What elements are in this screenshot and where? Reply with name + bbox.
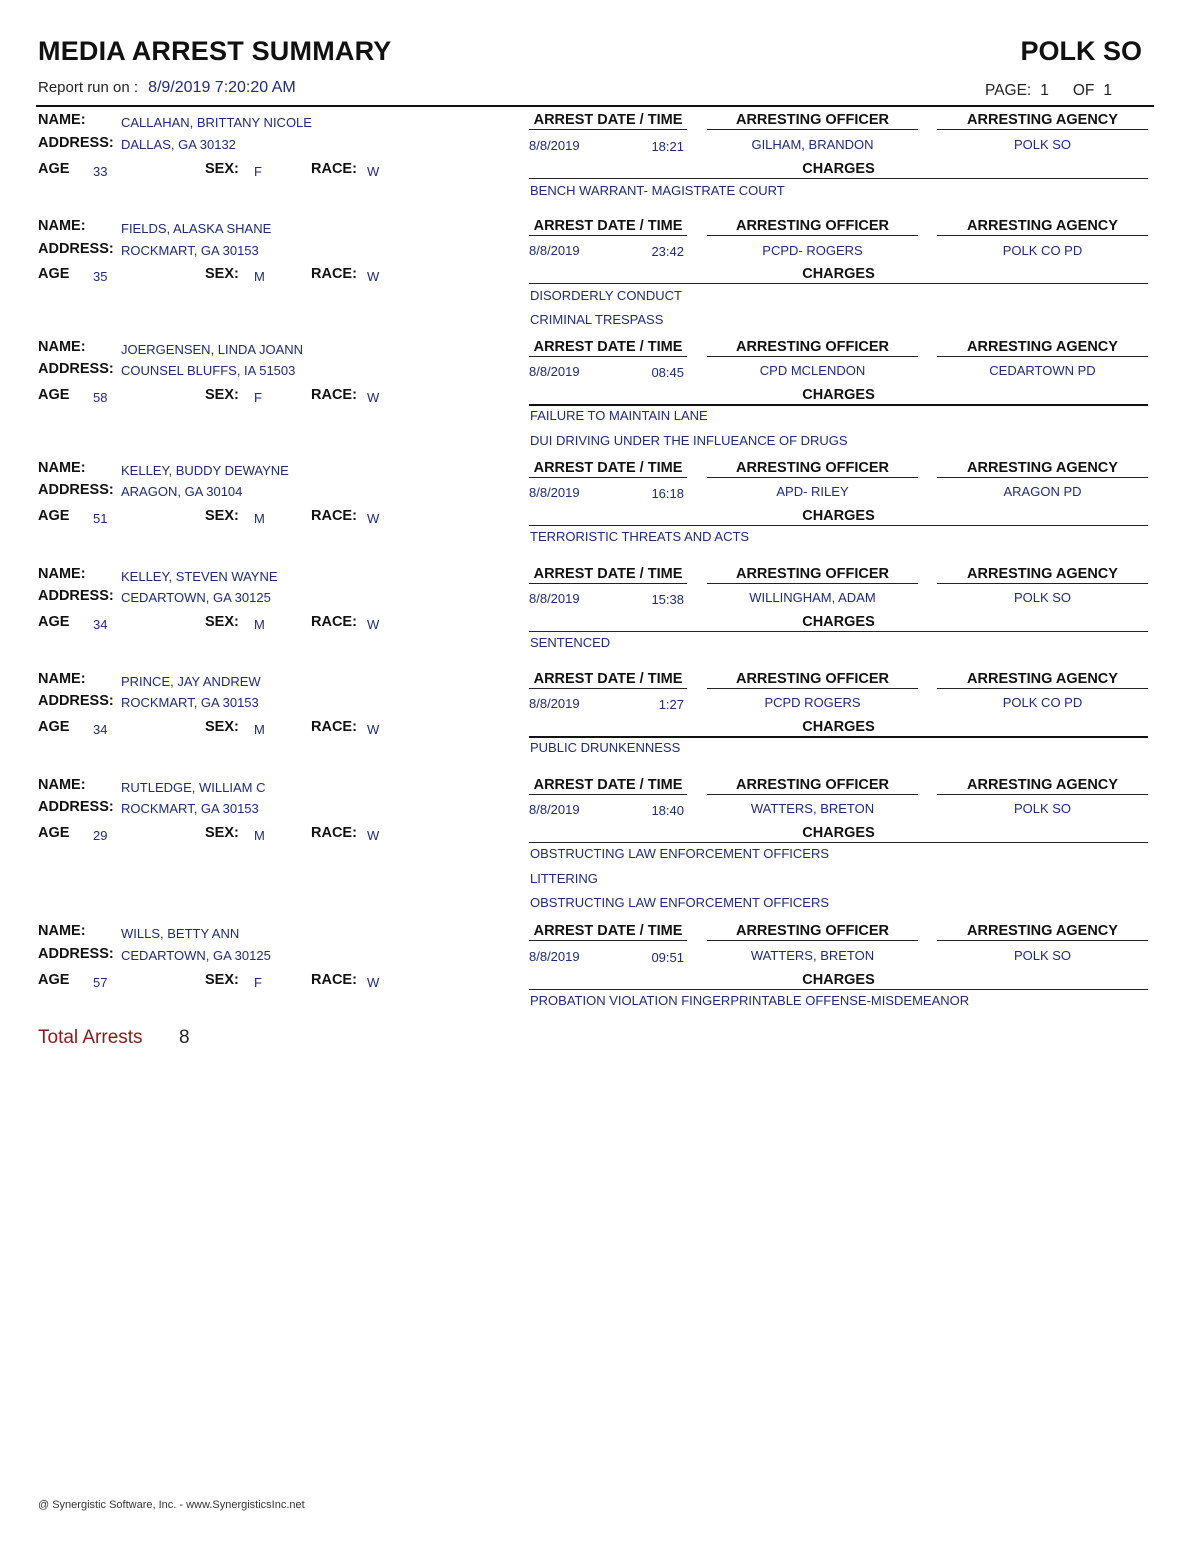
arresting-officer: WATTERS, BRETON <box>750 948 875 963</box>
sex-label: SEX: <box>205 508 239 524</box>
arrestee-name: WILLS, BETTY ANN <box>121 926 240 941</box>
agency-header: ARRESTING AGENCY <box>937 460 1148 478</box>
page-label: PAGE: <box>985 82 1032 99</box>
arrest-date-header: ARREST DATE / TIME <box>529 339 687 357</box>
arrestee-name: FIELDS, ALASKA SHANE <box>121 221 272 236</box>
arresting-agency: POLK CO PD <box>1002 243 1083 258</box>
arrestee-age: 33 <box>93 164 108 179</box>
arrest-time: 15:38 <box>651 592 684 607</box>
footer-copyright: @ Synergistic Software, Inc. - www.SynergisticsInc.net <box>38 1499 305 1511</box>
charge-item: DISORDERLY CONDUCT <box>530 288 682 303</box>
arrestee-name: CALLAHAN, BRITTANY NICOLE <box>121 115 312 130</box>
arrestee-name: PRINCE, JAY ANDREW <box>121 674 261 689</box>
charges-header: CHARGES <box>529 614 1148 632</box>
arresting-agency: ARAGON PD <box>1003 484 1082 499</box>
officer-header: ARRESTING OFFICER <box>707 460 918 478</box>
arresting-agency: CEDARTOWN PD <box>989 363 1096 378</box>
name-label: NAME: <box>38 777 86 793</box>
charges-header: CHARGES <box>529 161 1148 179</box>
name-label: NAME: <box>38 671 86 687</box>
name-label: NAME: <box>38 218 86 234</box>
arrestee-address: COUNSEL BLUFFS, IA 51503 <box>121 363 296 378</box>
officer-header: ARRESTING OFFICER <box>707 671 918 689</box>
arrest-date-header: ARREST DATE / TIME <box>529 777 687 795</box>
arrestee-sex: M <box>254 828 265 843</box>
race-label: RACE: <box>311 387 357 403</box>
arrestee-address: ROCKMART, GA 30153 <box>121 801 259 816</box>
charge-item: OBSTRUCTING LAW ENFORCEMENT OFFICERS <box>530 846 830 861</box>
arresting-agency: POLK CO PD <box>1002 695 1083 710</box>
arrestee-name: KELLEY, BUDDY DEWAYNE <box>121 463 289 478</box>
officer-header: ARRESTING OFFICER <box>707 923 918 941</box>
arresting-agency: POLK SO <box>1013 801 1072 816</box>
arrest-date: 8/8/2019 <box>529 802 580 817</box>
arrestee-race: W <box>367 269 380 284</box>
arrestee-sex: M <box>254 269 265 284</box>
charge-item: OBSTRUCTING LAW ENFORCEMENT OFFICERS <box>530 895 830 910</box>
age-label: AGE <box>38 161 70 177</box>
arrestee-sex: F <box>254 164 262 179</box>
sex-label: SEX: <box>205 266 239 282</box>
name-label: NAME: <box>38 112 86 128</box>
charge-item: LITTERING <box>530 871 598 886</box>
arrestee-race: W <box>367 722 380 737</box>
agency-header: ARRESTING AGENCY <box>937 923 1148 941</box>
arrestee-sex: M <box>254 722 265 737</box>
arrestee-address: ROCKMART, GA 30153 <box>121 695 259 710</box>
arrestee-age: 51 <box>93 511 108 526</box>
race-label: RACE: <box>311 825 357 841</box>
officer-header: ARRESTING OFFICER <box>707 777 918 795</box>
arrest-date-header: ARREST DATE / TIME <box>529 218 687 236</box>
sex-label: SEX: <box>205 825 239 841</box>
arrest-date-header: ARREST DATE / TIME <box>529 923 687 941</box>
arrestee-race: W <box>367 828 380 843</box>
agency-title: POLK SO <box>1020 36 1142 66</box>
arresting-officer: WILLINGHAM, ADAM <box>749 590 876 605</box>
race-label: RACE: <box>311 266 357 282</box>
arrestee-sex: F <box>254 390 262 405</box>
page-indicator <box>985 82 1121 100</box>
charges-header: CHARGES <box>529 266 1148 284</box>
sex-label: SEX: <box>205 161 239 177</box>
report-run-label: Report run on : <box>38 79 139 96</box>
officer-header: ARRESTING OFFICER <box>707 566 918 584</box>
report-run-value: 8/9/2019 7:20:20 AM <box>148 79 296 96</box>
arrest-date-header: ARREST DATE / TIME <box>529 566 687 584</box>
arrest-date: 8/8/2019 <box>529 696 580 711</box>
race-label: RACE: <box>311 508 357 524</box>
charge-item: CRIMINAL TRESPASS <box>530 312 664 327</box>
arrestee-sex: M <box>254 617 265 632</box>
arrestee-race: W <box>367 390 380 405</box>
arrest-date: 8/8/2019 <box>529 243 580 258</box>
arrestee-age: 34 <box>93 722 108 737</box>
sex-label: SEX: <box>205 614 239 630</box>
race-label: RACE: <box>311 161 357 177</box>
arrestee-address: ROCKMART, GA 30153 <box>121 243 259 258</box>
address-label: ADDRESS: <box>38 482 114 498</box>
agency-header: ARRESTING AGENCY <box>937 777 1148 795</box>
race-label: RACE: <box>311 972 357 988</box>
agency-header: ARRESTING AGENCY <box>937 566 1148 584</box>
arrestee-address: CEDARTOWN, GA 30125 <box>121 590 271 605</box>
race-label: RACE: <box>311 719 357 735</box>
charge-item: PUBLIC DRUNKENNESS <box>530 740 681 755</box>
arrestee-age: 35 <box>93 269 108 284</box>
arrestee-age: 58 <box>93 390 108 405</box>
officer-header: ARRESTING OFFICER <box>707 218 918 236</box>
of-label: OF <box>1072 82 1095 99</box>
arrestee-age: 57 <box>93 975 108 990</box>
report-title: MEDIA ARREST SUMMARY <box>38 36 392 66</box>
agency-header: ARRESTING AGENCY <box>937 671 1148 689</box>
arrestee-age: 34 <box>93 617 108 632</box>
agency-header: ARRESTING AGENCY <box>937 339 1148 357</box>
agency-header: ARRESTING AGENCY <box>937 218 1148 236</box>
charge-item: FAILURE TO MAINTAIN LANE <box>530 408 708 423</box>
arrest-time: 18:21 <box>651 139 684 154</box>
arrestee-address: ARAGON, GA 30104 <box>121 484 243 499</box>
agency-header: ARRESTING AGENCY <box>937 112 1148 130</box>
arresting-agency: POLK SO <box>1013 590 1072 605</box>
arrest-time: 08:45 <box>651 365 684 380</box>
age-label: AGE <box>38 825 70 841</box>
arrestee-race: W <box>367 511 380 526</box>
arresting-agency: POLK SO <box>1013 137 1072 152</box>
arrestee-race: W <box>367 975 380 990</box>
arrest-date-header: ARREST DATE / TIME <box>529 112 687 130</box>
charges-header: CHARGES <box>529 825 1148 843</box>
sex-label: SEX: <box>205 387 239 403</box>
address-label: ADDRESS: <box>38 135 114 151</box>
address-label: ADDRESS: <box>38 361 114 377</box>
total-arrests-value: 8 <box>179 1027 190 1048</box>
sex-label: SEX: <box>205 972 239 988</box>
charges-header: CHARGES <box>529 508 1148 526</box>
age-label: AGE <box>38 266 70 282</box>
address-label: ADDRESS: <box>38 799 114 815</box>
arrest-time: 09:51 <box>651 950 684 965</box>
arrestee-name: KELLEY, STEVEN WAYNE <box>121 569 278 584</box>
arrestee-race: W <box>367 617 380 632</box>
arrestee-age: 29 <box>93 828 108 843</box>
arrestee-sex: M <box>254 511 265 526</box>
arresting-agency: POLK SO <box>1013 948 1072 963</box>
arrest-date-header: ARREST DATE / TIME <box>529 460 687 478</box>
page-number: 1 <box>1040 82 1049 99</box>
arrest-date-header: ARREST DATE / TIME <box>529 671 687 689</box>
name-label: NAME: <box>38 339 86 355</box>
arrestee-name: JOERGENSEN, LINDA JOANN <box>121 342 304 357</box>
arrestee-address: CEDARTOWN, GA 30125 <box>121 948 271 963</box>
arrest-date: 8/8/2019 <box>529 364 580 379</box>
arrestee-race: W <box>367 164 380 179</box>
charges-header: CHARGES <box>529 972 1148 990</box>
charge-item: BENCH WARRANT- MAGISTRATE COURT <box>530 183 785 198</box>
name-label: NAME: <box>38 923 86 939</box>
arresting-officer: WATTERS, BRETON <box>750 801 875 816</box>
age-label: AGE <box>38 719 70 735</box>
arresting-officer: APD- RILEY <box>776 484 849 499</box>
address-label: ADDRESS: <box>38 693 114 709</box>
charge-item: DUI DRIVING UNDER THE INFLUEANCE OF DRUGS <box>530 433 848 448</box>
age-label: AGE <box>38 508 70 524</box>
arrestee-sex: F <box>254 975 262 990</box>
age-label: AGE <box>38 387 70 403</box>
name-label: NAME: <box>38 566 86 582</box>
arresting-officer: CPD MCLENDON <box>759 363 866 378</box>
race-label: RACE: <box>311 614 357 630</box>
total-arrests-label: Total Arrests <box>38 1027 143 1048</box>
arrest-time: 16:18 <box>651 486 684 501</box>
officer-header: ARRESTING OFFICER <box>707 112 918 130</box>
arresting-officer: PCPD- ROGERS <box>762 243 863 258</box>
arrest-time: 23:42 <box>651 244 684 259</box>
arrest-time: 1:27 <box>658 697 684 712</box>
charges-header: CHARGES <box>529 387 1148 406</box>
arrest-time: 18:40 <box>651 803 684 818</box>
arrest-date: 8/8/2019 <box>529 949 580 964</box>
report-run-line <box>38 79 296 97</box>
arrest-date: 8/8/2019 <box>529 138 580 153</box>
name-label: NAME: <box>38 460 86 476</box>
charges-header: CHARGES <box>529 719 1148 738</box>
sex-label: SEX: <box>205 719 239 735</box>
age-label: AGE <box>38 972 70 988</box>
header-rule <box>36 105 1154 107</box>
arrest-date: 8/8/2019 <box>529 591 580 606</box>
age-label: AGE <box>38 614 70 630</box>
arrest-date: 8/8/2019 <box>529 485 580 500</box>
charge-item: SENTENCED <box>530 635 611 650</box>
arrestee-name: RUTLEDGE, WILLIAM C <box>121 780 266 795</box>
address-label: ADDRESS: <box>38 588 114 604</box>
arresting-officer: PCPD ROGERS <box>764 695 861 710</box>
address-label: ADDRESS: <box>38 241 114 257</box>
address-label: ADDRESS: <box>38 946 114 962</box>
arresting-officer: GILHAM, BRANDON <box>751 137 874 152</box>
arrestee-address: DALLAS, GA 30132 <box>121 137 236 152</box>
charge-item: TERRORISTIC THREATS AND ACTS <box>530 529 750 544</box>
charge-item: PROBATION VIOLATION FINGERPRINTABLE OFFENSE-MISDEMEANOR <box>530 993 970 1008</box>
officer-header: ARRESTING OFFICER <box>707 339 918 357</box>
page-total: 1 <box>1103 82 1113 99</box>
